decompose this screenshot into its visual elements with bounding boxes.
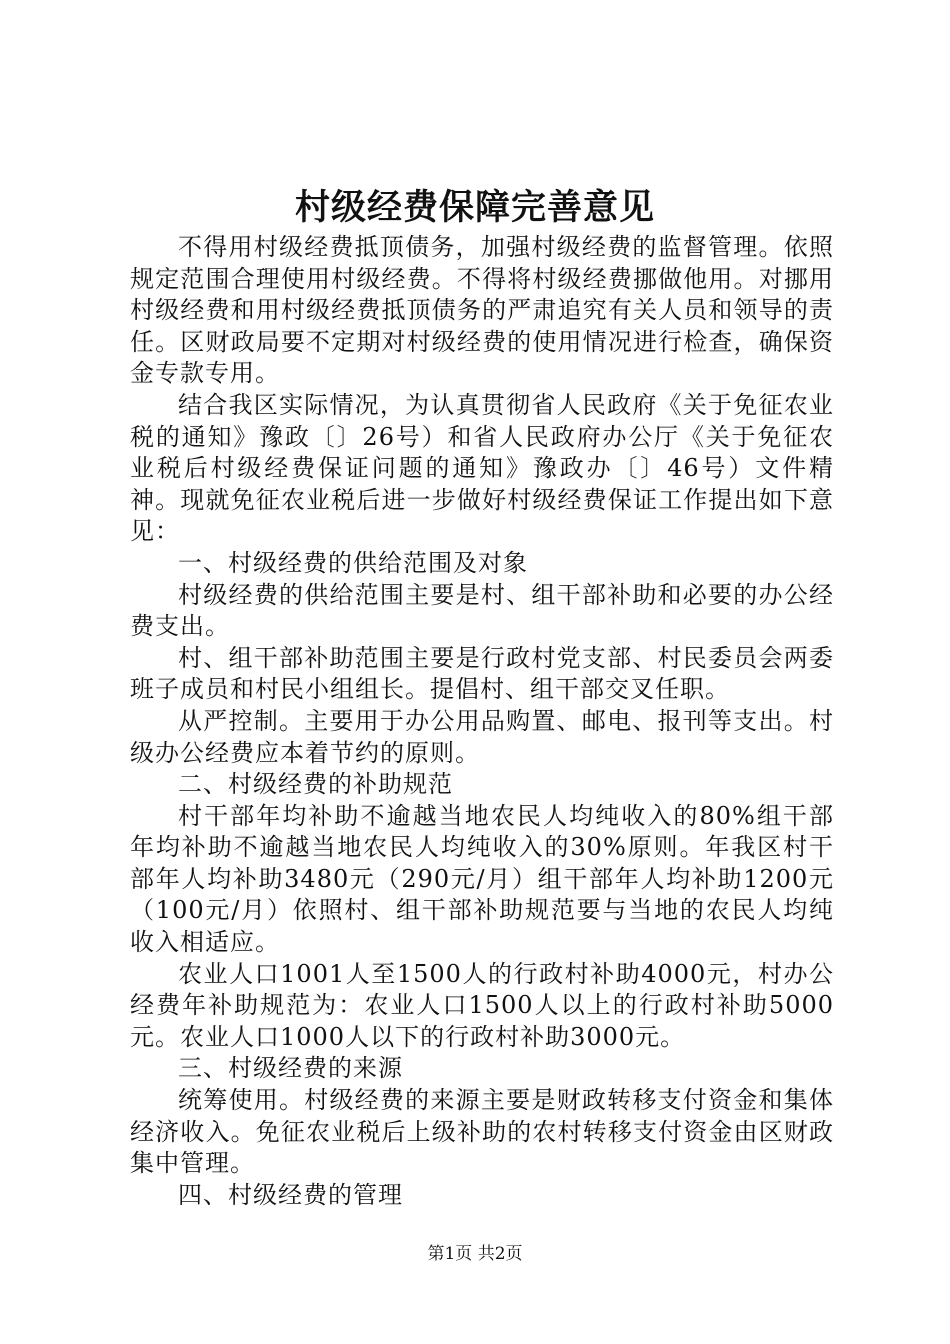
document-body (130, 232, 834, 1211)
section-heading: 二、村级经费的补助规范 (178, 770, 453, 799)
paragraph: 不得用村级经费抵顶债务，加强村级经费的监督管理。依照规定范围合理使用村级经费。不得将村级经费挪做他用。对挪用村级经费和用村级经费抵顶债务的严肃追究有关人员和领导的责任。区财政局要不定期对村级经费的使用情况进行检查，确保资金专款专用。 (130, 233, 834, 388)
paragraph: 结合我区实际情况，为认真贯彻省人民政府《关于免征农业税的通知》豫政〔〕26号）和省人民政府办公厅《关于免征农业税后村级经费保证问题的通知》豫政办〔〕46号）文件精神。现就免征农业税后进一步做好村级经费保证工作提出如下意见： (130, 390, 834, 546)
section-heading: 一、村级经费的供给范围及对象 (178, 548, 528, 577)
paragraph: 统筹使用。村级经费的来源主要是财政转移支付资金和集体经济收入。免征农业税后上级补助的农村转移支付资金由区财政集中管理。 (130, 1086, 834, 1178)
paragraph: 村、组干部补助范围主要是行政村党支部、村民委员会两委班子成员和村民小组组长。提倡村、组干部交叉任职。 (130, 643, 834, 704)
section-heading: 四、村级经费的管理 (178, 1180, 403, 1209)
paragraph: 村级经费的供给范围主要是村、组干部补助和必要的办公经费支出。 (130, 580, 834, 641)
paragraph: 村干部年均补助不逾越当地农民人均纯收入的80%组干部年均补助不逾越当地农民人均纯收入的30%原则。年我区村干部年人均补助3480元（290元/月）组干部年人均补助1200元（100元/月）依照村、组干部补助规范要与当地的农民人均纯收入相适应。 (130, 801, 834, 957)
section-heading: 三、村级经费的来源 (178, 1054, 403, 1083)
paragraph: 从严控制。主要用于办公用品购置、邮电、报刊等支出。村级办公经费应本着节约的原则。 (130, 706, 834, 767)
paragraph: 农业人口1001人至1500人的行政村补助4000元，村办公经费年补助规范为：农业人口1500人以上的行政村补助5000元。农业人口1000人以下的行政村补助3000元。 (130, 959, 834, 1051)
document-title: 村级经费保障完善意见 (294, 187, 655, 228)
page-footer: 第1页 共2页 (427, 1244, 523, 1264)
